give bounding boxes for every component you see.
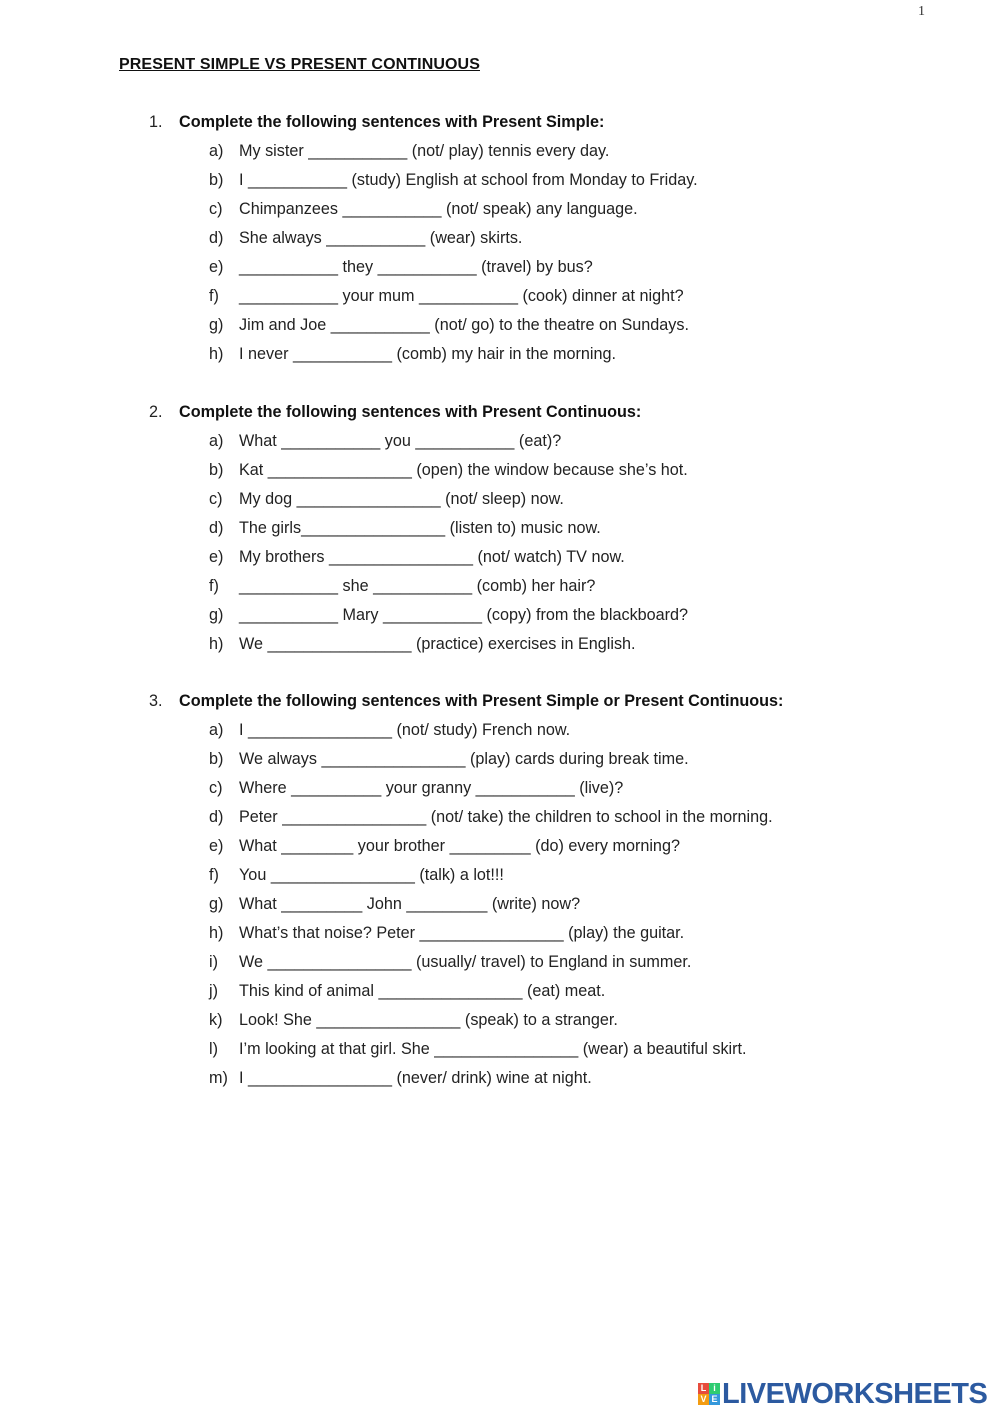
item-label: c) bbox=[209, 200, 223, 218]
item-label: c) bbox=[209, 779, 223, 797]
item-label: d) bbox=[209, 519, 224, 537]
item-label: i) bbox=[209, 953, 218, 971]
item-text: You ________________ (talk) a lot!!! bbox=[239, 866, 504, 884]
section-number: 2. bbox=[149, 403, 163, 421]
exercise-list bbox=[209, 427, 688, 659]
item-label: e) bbox=[209, 258, 224, 276]
item-label: k) bbox=[209, 1011, 223, 1029]
item-text: Jim and Joe ___________ (not/ go) to the theatre on Sundays. bbox=[239, 316, 689, 334]
exercise-item bbox=[209, 630, 688, 659]
item-label: b) bbox=[209, 171, 224, 189]
page-number: 1 bbox=[918, 4, 925, 19]
liveworksheets-logo-icon bbox=[698, 1383, 720, 1405]
section-number: 1. bbox=[149, 113, 163, 131]
item-label: g) bbox=[209, 895, 224, 913]
item-label: f) bbox=[209, 287, 219, 305]
exercise-item bbox=[209, 1006, 773, 1035]
item-text: I’m looking at that girl. She ________________ (wear) a beautiful skirt. bbox=[239, 1040, 747, 1058]
exercise-item bbox=[209, 485, 688, 514]
item-text: The girls________________ (listen to) music now. bbox=[239, 519, 601, 537]
item-text: I ________________ (never/ drink) wine at night. bbox=[239, 1069, 592, 1087]
logo-mark-letter: i bbox=[709, 1383, 720, 1394]
logo-text: LIVEWORKSHEETS bbox=[722, 1378, 988, 1410]
exercise-item bbox=[209, 195, 698, 224]
item-text: What ________ your brother _________ (do) every morning? bbox=[239, 837, 680, 855]
exercise-item bbox=[209, 890, 773, 919]
item-text: Where __________ your granny ___________ (live)? bbox=[239, 779, 624, 797]
item-text: What’s that noise? Peter ________________ (play) the guitar. bbox=[239, 924, 685, 942]
exercise-item bbox=[209, 137, 698, 166]
item-label: d) bbox=[209, 808, 224, 826]
exercise-item bbox=[209, 803, 773, 832]
item-label: g) bbox=[209, 606, 224, 624]
item-label: c) bbox=[209, 490, 223, 508]
item-text: ___________ Mary ___________ (copy) from the blackboard? bbox=[239, 606, 689, 624]
logo-mark-letter: V bbox=[698, 1394, 709, 1405]
exercise-item bbox=[209, 832, 773, 861]
exercise-list bbox=[209, 137, 698, 369]
logo-mark-letter: E bbox=[709, 1394, 720, 1405]
item-text: Kat ________________ (open) the window because she’s hot. bbox=[239, 461, 688, 479]
exercise-item bbox=[209, 456, 688, 485]
logo-mark-letter: L bbox=[698, 1383, 709, 1394]
item-label: b) bbox=[209, 461, 224, 479]
item-label: a) bbox=[209, 432, 224, 450]
exercise-item bbox=[209, 282, 698, 311]
item-text: My dog ________________ (not/ sleep) now. bbox=[239, 490, 564, 508]
exercise-item bbox=[209, 340, 698, 369]
item-label: a) bbox=[209, 721, 224, 739]
exercise-item bbox=[209, 1064, 773, 1093]
item-text: ___________ she ___________ (comb) her hair? bbox=[239, 577, 596, 595]
item-text: We ________________ (usually/ travel) to England in summer. bbox=[239, 953, 692, 971]
item-text: ___________ they ___________ (travel) by bus? bbox=[239, 258, 593, 276]
section-title: Complete the following sentences with Present Continuous: bbox=[179, 403, 642, 421]
item-label: d) bbox=[209, 229, 224, 247]
item-text: I never ___________ (comb) my hair in the morning. bbox=[239, 345, 617, 363]
section-heading bbox=[149, 398, 641, 427]
exercise-list bbox=[209, 716, 773, 1093]
exercise-item bbox=[209, 572, 688, 601]
exercise-item bbox=[209, 948, 773, 977]
item-text: This kind of animal ________________ (eat) meat. bbox=[239, 982, 606, 1000]
item-text: My brothers ________________ (not/ watch) TV now. bbox=[239, 548, 625, 566]
exercise-item bbox=[209, 745, 773, 774]
page-title: PRESENT SIMPLE VS PRESENT CONTINUOUS bbox=[119, 56, 480, 73]
liveworksheets-logo bbox=[698, 1377, 987, 1411]
item-label: h) bbox=[209, 924, 224, 942]
section-heading bbox=[149, 687, 783, 716]
item-label: m) bbox=[209, 1069, 228, 1087]
exercise-item bbox=[209, 514, 688, 543]
item-text: We ________________ (practice) exercises in English. bbox=[239, 635, 636, 653]
item-label: j) bbox=[209, 982, 218, 1000]
exercise-item bbox=[209, 977, 773, 1006]
item-text: I ___________ (study) English at school from Monday to Friday. bbox=[239, 171, 698, 189]
section-number: 3. bbox=[149, 692, 163, 710]
item-label: a) bbox=[209, 142, 224, 160]
section-title: Complete the following sentences with Present Simple: bbox=[179, 113, 605, 131]
exercise-item bbox=[209, 224, 698, 253]
exercise-item bbox=[209, 716, 773, 745]
item-label: l) bbox=[209, 1040, 218, 1058]
section-heading bbox=[149, 108, 604, 137]
exercise-item bbox=[209, 311, 698, 340]
item-text: Peter ________________ (not/ take) the children to school in the morning. bbox=[239, 808, 773, 826]
item-label: b) bbox=[209, 750, 224, 768]
item-text: What _________ John _________ (write) now? bbox=[239, 895, 581, 913]
exercise-item bbox=[209, 543, 688, 572]
exercise-item bbox=[209, 601, 688, 630]
item-label: e) bbox=[209, 837, 224, 855]
exercise-item bbox=[209, 166, 698, 195]
exercise-item bbox=[209, 919, 773, 948]
item-text: My sister ___________ (not/ play) tennis every day. bbox=[239, 142, 610, 160]
item-text: Chimpanzees ___________ (not/ speak) any language. bbox=[239, 200, 638, 218]
item-text: What ___________ you ___________ (eat)? bbox=[239, 432, 562, 450]
exercise-item bbox=[209, 253, 698, 282]
item-label: h) bbox=[209, 635, 224, 653]
exercise-item bbox=[209, 1035, 773, 1064]
item-label: f) bbox=[209, 866, 219, 884]
exercise-item bbox=[209, 861, 773, 890]
item-text: Look! She ________________ (speak) to a stranger. bbox=[239, 1011, 618, 1029]
item-label: e) bbox=[209, 548, 224, 566]
item-text: We always ________________ (play) cards during break time. bbox=[239, 750, 689, 768]
item-text: She always ___________ (wear) skirts. bbox=[239, 229, 523, 247]
item-text: I ________________ (not/ study) French now. bbox=[239, 721, 571, 739]
exercise-item bbox=[209, 427, 688, 456]
item-label: h) bbox=[209, 345, 224, 363]
section-title: Complete the following sentences with Present Simple or Present Continuous: bbox=[179, 692, 784, 710]
item-label: g) bbox=[209, 316, 224, 334]
item-label: f) bbox=[209, 577, 219, 595]
item-text: ___________ your mum ___________ (cook) dinner at night? bbox=[239, 287, 684, 305]
exercise-item bbox=[209, 774, 773, 803]
